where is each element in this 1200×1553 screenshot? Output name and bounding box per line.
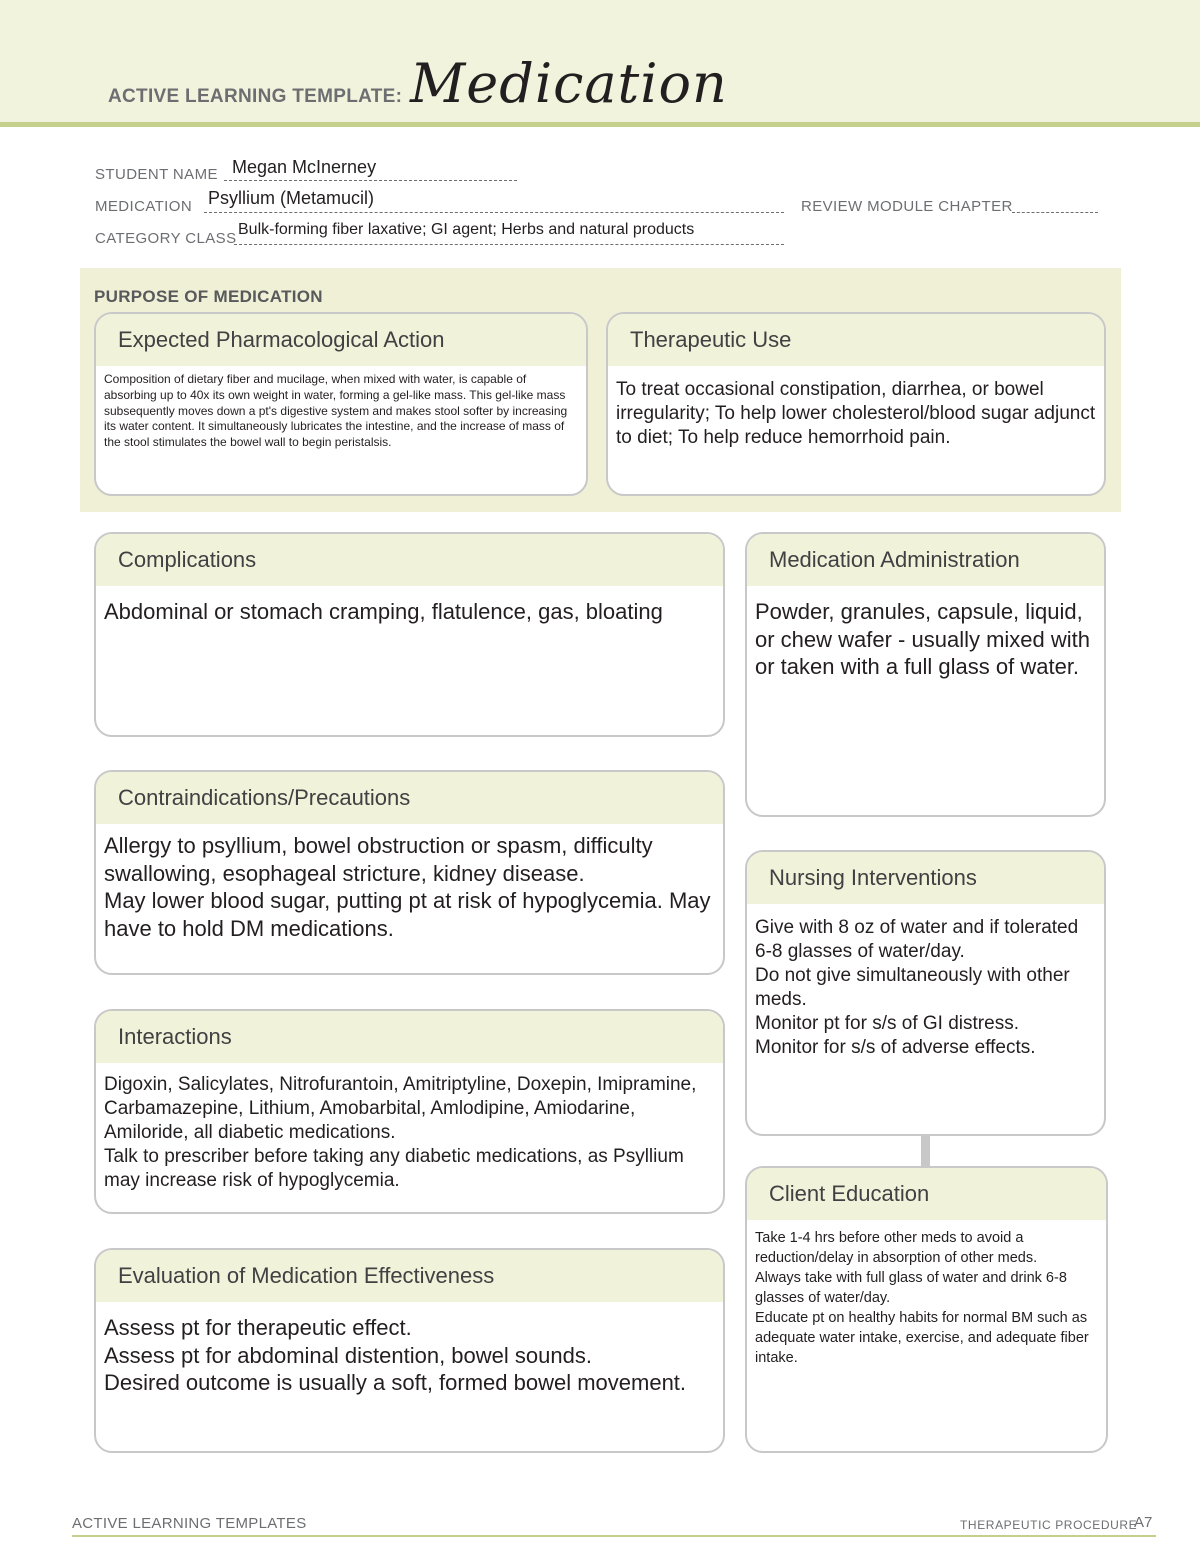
- footer-rule: [72, 1535, 1156, 1537]
- expected-action-card: [94, 312, 588, 496]
- interactions-card: [94, 1009, 725, 1214]
- category-class-field[interactable]: Bulk-forming fiber laxative; GI agent; Herbs and natural products: [238, 221, 695, 238]
- medication-label: MEDICATION: [95, 198, 193, 215]
- page-number: A7: [1134, 1514, 1153, 1531]
- medication-field[interactable]: Psyllium (Metamucil): [208, 188, 375, 208]
- purpose-label: PURPOSE OF MEDICATION: [94, 287, 323, 306]
- evaluation-title: Evaluation of Medication Effectiveness: [96, 1250, 723, 1302]
- medication-administration-card: [745, 532, 1106, 817]
- nursing-interventions-text[interactable]: Give with 8 oz of water and if tolerated 6-8 glasses of water/day. Do not give simultaneously with other meds. Monitor pt for s/s of GI distress. Monitor for s/s of adverse effects.: [755, 917, 1079, 1058]
- evaluation-card: [94, 1248, 725, 1453]
- therapeutic-use-title: Therapeutic Use: [608, 314, 1104, 366]
- complications-card: [94, 532, 725, 737]
- complications-text[interactable]: Abdominal or stomach cramping, flatulence, gas, bloating: [104, 599, 663, 624]
- expected-action-text[interactable]: Composition of dietary fiber and mucilage, when mixed with water, is capable of absorbing up to 40x its own weight in water, forming a gel-like mass. This gel-like mass subsequently moves down a pt's digestive system and makes stool softer by increasing its water content. It simultaneously lubricates the intestine, and the increase of mass of the stool stimulates the bowel wall to begin peristalsis.: [104, 372, 568, 450]
- connector-bar: [921, 1134, 930, 1166]
- student-name-label: STUDENT NAME: [95, 166, 218, 183]
- student-name-line: [224, 180, 517, 181]
- category-class-label: CATEGORY CLASS: [95, 230, 237, 247]
- contraindications-title: Contraindications/Precautions: [96, 772, 723, 824]
- header-rule: [0, 122, 1200, 127]
- medication-administration-title: Medication Administration: [747, 534, 1104, 586]
- medication-administration-text[interactable]: Powder, granules, capsule, liquid, or chew wafer - usually mixed with or taken with a full glass of water.: [755, 599, 1091, 679]
- complications-title: Complications: [96, 534, 723, 586]
- evaluation-text[interactable]: Assess pt for therapeutic effect. Assess pt for abdominal distention, bowel sounds. Desired outcome is usually a soft, formed bowel movement.: [104, 1315, 687, 1395]
- client-education-title: Client Education: [747, 1168, 1106, 1220]
- student-name-field[interactable]: Megan McInerney: [232, 157, 377, 177]
- therapeutic-use-text[interactable]: To treat occasional constipation, diarrhea, or bowel irregularity; To help lower cholesterol/blood sugar adjunct to diet; To help reduce hemorrhoid pain.: [616, 379, 1096, 448]
- client-education-text[interactable]: Take 1-4 hrs before other meds to avoid a reduction/delay in absorption of other meds. Always take with full glass of water and drink 6-8 glasses of water/day. Educate pt on healthy habits for normal BM such as adequate water intake, exercise, and adequate fiber intake.: [755, 1230, 1089, 1366]
- review-module-label: REVIEW MODULE CHAPTER: [801, 198, 1013, 215]
- header-prefix: ACTIVE LEARNING TEMPLATE:: [108, 86, 403, 107]
- therapeutic-use-card: [606, 312, 1106, 496]
- page-title: Medication: [410, 52, 728, 115]
- interactions-title: Interactions: [96, 1011, 723, 1063]
- expected-action-title: Expected Pharmacological Action: [96, 314, 586, 366]
- nursing-interventions-card: [745, 850, 1106, 1136]
- footer-right: THERAPEUTIC PROCEDURE: [960, 1518, 1138, 1532]
- client-education-card: [745, 1166, 1108, 1453]
- footer-left: ACTIVE LEARNING TEMPLATES: [72, 1515, 307, 1532]
- contraindications-card: [94, 770, 725, 975]
- nursing-interventions-title: Nursing Interventions: [747, 852, 1104, 904]
- contraindications-text[interactable]: Allergy to psyllium, bowel obstruction or spasm, difficulty swallowing, esophageal stricture, kidney disease. May lower blood sugar, putting pt at risk of hypoglycemia. May have to hold DM medications.: [104, 833, 711, 941]
- medication-line: [204, 212, 784, 213]
- interactions-text[interactable]: Digoxin, Salicylates, Nitrofurantoin, Amitriptyline, Doxepin, Imipramine, Carbamazepine, Lithium, Amobarbital, Amlodipine, Amiodarine, Amiloride, all diabetic medications. Talk to prescriber before taking any diabetic medications, as Psyllium may increase risk of hypoglycemia.: [104, 1074, 697, 1191]
- review-module-line: [1012, 212, 1098, 213]
- category-class-line: [234, 244, 784, 245]
